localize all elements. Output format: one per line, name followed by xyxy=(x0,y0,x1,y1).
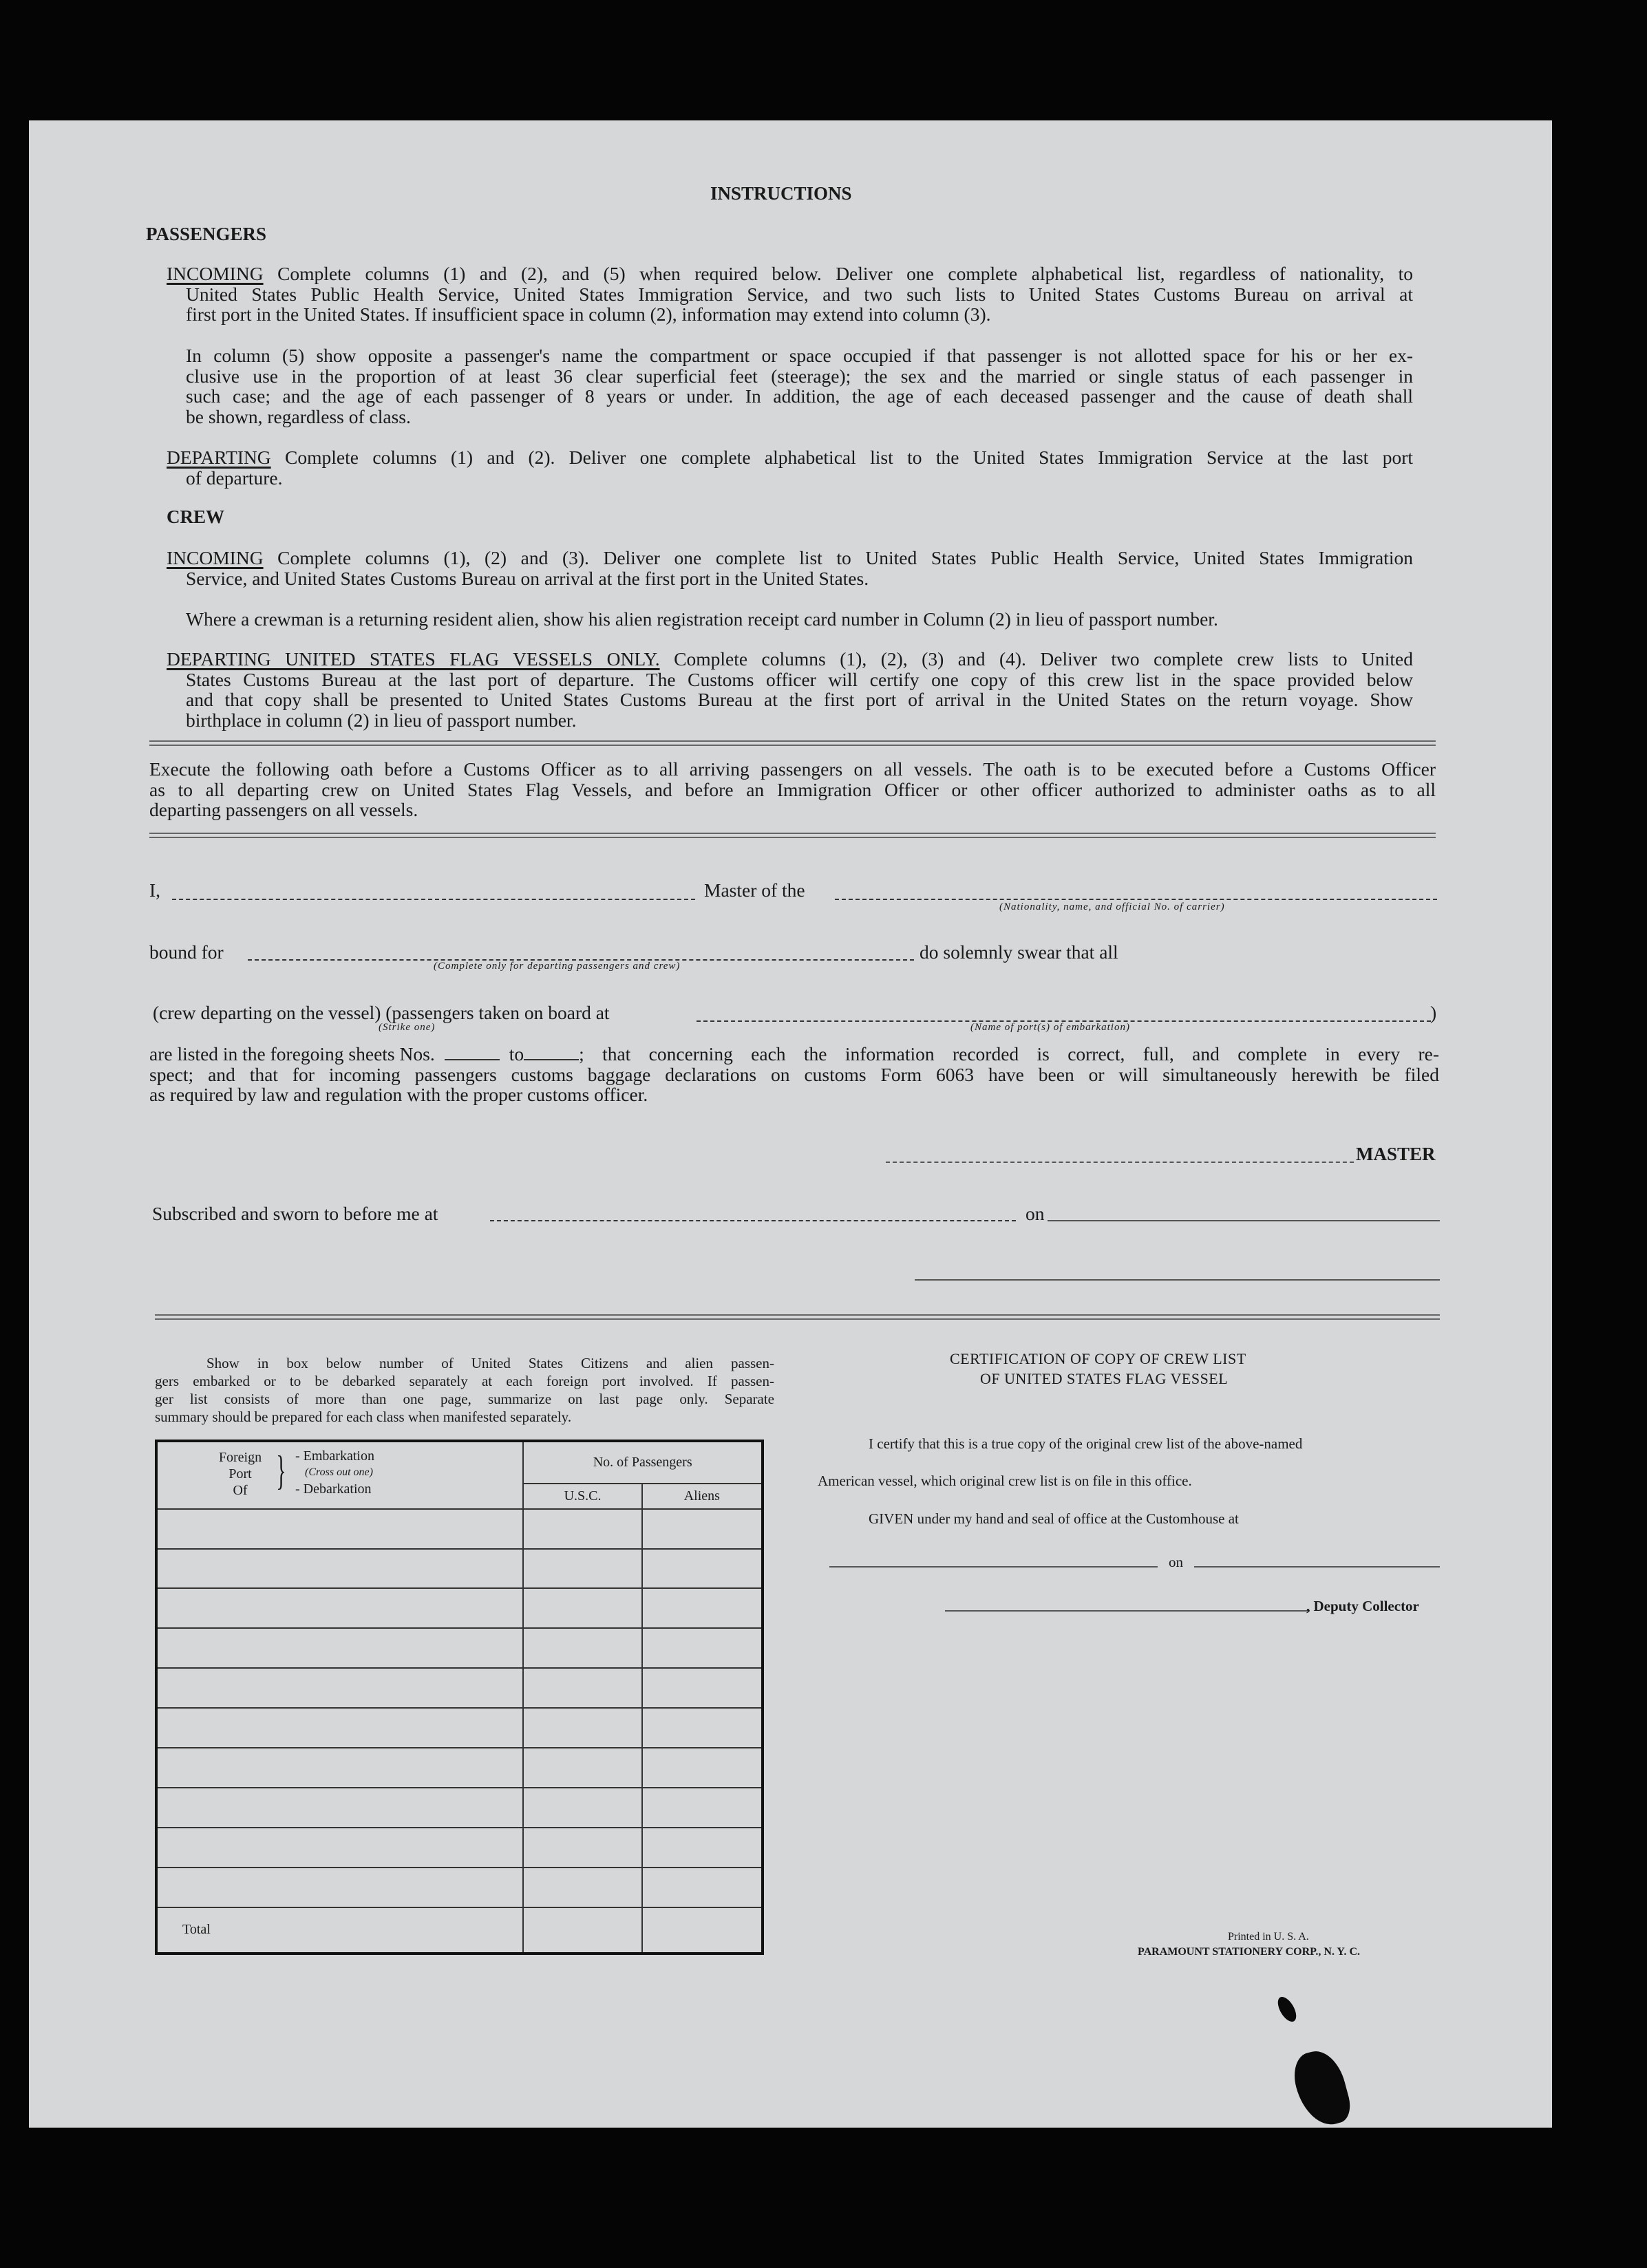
line-text: Complete columns (1), (2), (3) and (4). Deliver two complete crew lists to United xyxy=(674,648,1414,670)
text-line: birthplace in column (2) in lieu of passport number. xyxy=(186,709,577,731)
line-text: Complete columns (1) and (2). Deliver one complete alphabetical list to the United States Immigration Service at the last port xyxy=(285,447,1413,468)
section-label: DEPARTING xyxy=(167,447,271,468)
listed-prefix: are listed in the foregoing sheets Nos. xyxy=(149,1043,435,1065)
text-line: first port in the United States. If insufficient space in column (2), information may extend into column (3). xyxy=(186,303,991,325)
divider xyxy=(149,740,1436,746)
port-cell[interactable] xyxy=(156,1828,523,1868)
total-row xyxy=(156,1907,763,1954)
divider xyxy=(155,1314,1440,1320)
listed-rest: ; that concerning each the information recorded is correct, full, and complete in every re- xyxy=(579,1043,1439,1065)
deputy-signature-field[interactable] xyxy=(945,1610,1310,1612)
master-of-the-label: Master of the xyxy=(704,879,805,901)
passengers-departing-paragraph xyxy=(167,447,1413,488)
bound-caption: (Complete only for departing passengers and crew) xyxy=(434,961,681,972)
usc-header: U.S.C. xyxy=(523,1484,641,1509)
port-cell[interactable] xyxy=(156,1668,523,1708)
summary-row xyxy=(156,1509,763,1549)
aliens-cell[interactable] xyxy=(642,1628,763,1668)
cert-on-label: on xyxy=(1169,1554,1183,1570)
listed-to: to xyxy=(509,1043,524,1065)
sheet-from-field[interactable] xyxy=(445,1059,500,1060)
passengers-incoming-paragraph xyxy=(167,264,1413,325)
text-line: Execute the following oath before a Customs Officer as to all arriving passengers on all vessels. The oath is to be executed before a Customs Officer xyxy=(149,758,1436,780)
port-cell[interactable] xyxy=(156,1588,523,1628)
american-vessel-text: American vessel, which original crew list is on file in this office. xyxy=(818,1473,1192,1489)
page-title: INSTRUCTIONS xyxy=(710,183,852,204)
text-line: departing passengers on all vessels. xyxy=(149,799,418,820)
deputy-collector-label: , Deputy Collector xyxy=(1306,1598,1419,1614)
section-label: DEPARTING UNITED STATES FLAG VESSELS ONLY. xyxy=(167,648,660,670)
aliens-cell[interactable] xyxy=(642,1588,763,1628)
bound-for-label: bound for xyxy=(149,941,224,963)
summary-row xyxy=(156,1828,763,1868)
crew-resident-paragraph xyxy=(186,609,1397,630)
summary-row xyxy=(156,1628,763,1668)
certification-subtitle: OF UNITED STATES FLAG VESSEL xyxy=(980,1370,1229,1387)
text-line: Where a crewman is a returning resident alien, show his alien registration receipt card number in Column (2) in lieu of passport number. xyxy=(186,608,1218,630)
aliens-cell[interactable] xyxy=(642,1708,763,1748)
sheet-to-field[interactable] xyxy=(524,1059,579,1060)
usc-cell[interactable] xyxy=(523,1668,641,1708)
printer-imprint: PARAMOUNT STATIONERY CORP., N. Y. C. xyxy=(1138,1946,1361,1958)
cross-out-caption: (Cross out one) xyxy=(305,1466,373,1478)
carrier-caption: (Nationality, name, and official No. of carrier) xyxy=(999,901,1225,912)
crew-passengers-label: (crew departing on the vessel) (passengers taken on board at xyxy=(153,1002,610,1023)
foreign-port-header xyxy=(156,1441,523,1509)
summary-row xyxy=(156,1668,763,1708)
crew-heading: CREW xyxy=(167,506,225,527)
port-caption: (Name of port(s) of embarkation) xyxy=(970,1022,1130,1033)
swear-label: do solemnly swear that all xyxy=(920,941,1118,963)
usc-cell[interactable] xyxy=(523,1509,641,1549)
text-line: gers embarked or to be debarked separately at each foreign port involved. If passen- xyxy=(155,1373,774,1389)
debarkation-option[interactable]: - Debarkation xyxy=(295,1481,372,1497)
text-line: be shown, regardless of class. xyxy=(186,405,411,427)
text-line xyxy=(167,447,1413,468)
aliens-cell[interactable] xyxy=(642,1668,763,1708)
brace-icon: } xyxy=(276,1448,286,1493)
text-line: States Customs Bureau at the last port of departure. The Customs officer will certify one copy of this crew list in the space provided below xyxy=(186,668,1413,690)
aliens-cell[interactable] xyxy=(642,1828,763,1868)
on-label: on xyxy=(1026,1203,1045,1224)
text-line: as required by law and regulation with the proper customs officer. xyxy=(149,1084,648,1105)
given-text: GIVEN under my hand and seal of office at the Customhouse at xyxy=(869,1510,1239,1527)
foreign-label: Foreign xyxy=(218,1450,262,1465)
summary-row xyxy=(156,1549,763,1589)
carrier-field[interactable] xyxy=(835,899,1437,900)
section-label: INCOMING xyxy=(167,263,264,284)
summary-row xyxy=(156,1708,763,1748)
line-text: Complete columns (1), (2) and (3). Deliver one complete list to United States Public Health Service, United States Immigration xyxy=(277,547,1413,568)
certify-text: I certify that this is a true copy of the original crew list of the above-named xyxy=(869,1435,1303,1452)
total-label: Total xyxy=(156,1907,523,1954)
summary-row xyxy=(156,1868,763,1907)
master-signature-field[interactable] xyxy=(886,1162,1354,1163)
text-line: of departure. xyxy=(186,467,283,489)
certification-title: CERTIFICATION OF COPY OF CREW LIST xyxy=(950,1350,1246,1367)
usc-cell[interactable] xyxy=(523,1748,641,1788)
master-label: MASTER xyxy=(1356,1144,1436,1164)
master-name-field[interactable] xyxy=(172,899,695,900)
passenger-summary-table xyxy=(155,1440,764,1955)
text-line: Service, and United States Customs Bureau on arrival at the first port in the United States. xyxy=(186,567,869,589)
oath-lines xyxy=(149,1065,1439,1105)
port-cell[interactable] xyxy=(156,1748,523,1788)
total-usc-cell[interactable] xyxy=(523,1907,641,1954)
summary-row xyxy=(156,1788,763,1828)
port-cell[interactable] xyxy=(156,1628,523,1668)
usc-cell[interactable] xyxy=(523,1588,641,1628)
aliens-cell[interactable] xyxy=(642,1509,763,1549)
officer-signature-field[interactable] xyxy=(915,1279,1440,1281)
printed-in-usa: Printed in U. S. A. xyxy=(1228,1931,1309,1943)
of-label: Of xyxy=(233,1483,248,1498)
strike-caption: (Strike one) xyxy=(379,1022,436,1033)
port-cell[interactable] xyxy=(156,1868,523,1907)
passengers-heading: PASSENGERS xyxy=(146,224,267,244)
crew-incoming-paragraph xyxy=(167,548,1413,588)
port-cell[interactable] xyxy=(156,1708,523,1748)
text-line: summary should be prepared for each class when manifested separately. xyxy=(155,1409,572,1425)
port-label: Port xyxy=(229,1466,252,1481)
aliens-cell[interactable] xyxy=(642,1549,763,1589)
customhouse-field[interactable] xyxy=(829,1566,1158,1568)
port-cell[interactable] xyxy=(156,1788,523,1828)
text-line: spect; and that for incoming passengers customs baggage declarations on customs Form 6063 have been or will simultaneously herewith be filed xyxy=(149,1063,1439,1085)
summary-row xyxy=(156,1588,763,1628)
port-cell[interactable] xyxy=(156,1549,523,1589)
usc-cell[interactable] xyxy=(523,1549,641,1589)
usc-cell[interactable] xyxy=(523,1788,641,1828)
usc-cell[interactable] xyxy=(523,1708,641,1748)
text-line: In column (5) show opposite a passenger's name the compartment or space occupied if that passenger is not allotted space for his or her ex- xyxy=(186,345,1413,366)
subscribed-label: Subscribed and sworn to before me at xyxy=(152,1203,438,1224)
sworn-date-field[interactable] xyxy=(1048,1220,1440,1221)
text-line: Show in box below number of United States Citizens and alien passen- xyxy=(206,1355,774,1371)
text-line xyxy=(167,649,1413,670)
column5-paragraph xyxy=(186,345,1413,427)
summary-instructions xyxy=(155,1354,774,1426)
text-line: ger list consists of more than one page, summarize on last page only. Separate xyxy=(155,1391,774,1407)
oath-intro-paragraph xyxy=(149,759,1436,820)
sworn-place-field[interactable] xyxy=(490,1220,1016,1221)
section-label: INCOMING xyxy=(167,547,264,568)
oath-i-label: I, xyxy=(149,879,161,901)
cert-date-field[interactable] xyxy=(1194,1566,1440,1568)
text-line: such case; and the age of each passenger of 8 years or under. In addition, the age of each deceased passenger and the cause of death shall xyxy=(186,385,1413,407)
aliens-header: Aliens xyxy=(642,1484,763,1509)
text-line: as to all departing crew on United States Flag Vessels, and before an Immigration Officer or other officer authorized to administer oaths as to all xyxy=(149,778,1436,800)
aliens-cell[interactable] xyxy=(642,1748,763,1788)
text-line: and that copy shall be presented to United States Customs Bureau at the first port of arrival in the United States on the return voyage. Show xyxy=(186,689,1413,710)
text-line: United States Public Health Service, United States Immigration Service, and two such lists to United States Customs Bureau on arrival at xyxy=(186,283,1413,305)
summary-row xyxy=(156,1748,763,1788)
close-paren: ) xyxy=(1430,1002,1437,1023)
crew-departing-flag-paragraph xyxy=(167,649,1413,730)
text-line: clusive use in the proportion of at least 36 clear superficial feet (steerage); the sex and the married or single status of each passenger in xyxy=(186,365,1413,387)
aliens-cell[interactable] xyxy=(642,1788,763,1828)
text-line xyxy=(167,548,1413,568)
text-line xyxy=(167,264,1413,284)
aliens-cell[interactable] xyxy=(642,1868,763,1907)
embarkation-option[interactable]: - Embarkation xyxy=(295,1448,374,1464)
usc-cell[interactable] xyxy=(523,1828,641,1868)
divider xyxy=(149,833,1436,838)
line-text: Complete columns (1) and (2), and (5) when required below. Deliver one complete alphabetical list, regardless of nationality, to xyxy=(277,263,1413,284)
usc-cell[interactable] xyxy=(523,1628,641,1668)
no-of-passengers-header: No. of Passengers xyxy=(523,1441,763,1484)
oath-statement xyxy=(149,1044,1439,1105)
total-aliens-cell[interactable] xyxy=(642,1907,763,1954)
usc-cell[interactable] xyxy=(523,1868,641,1907)
port-cell[interactable] xyxy=(156,1509,523,1549)
